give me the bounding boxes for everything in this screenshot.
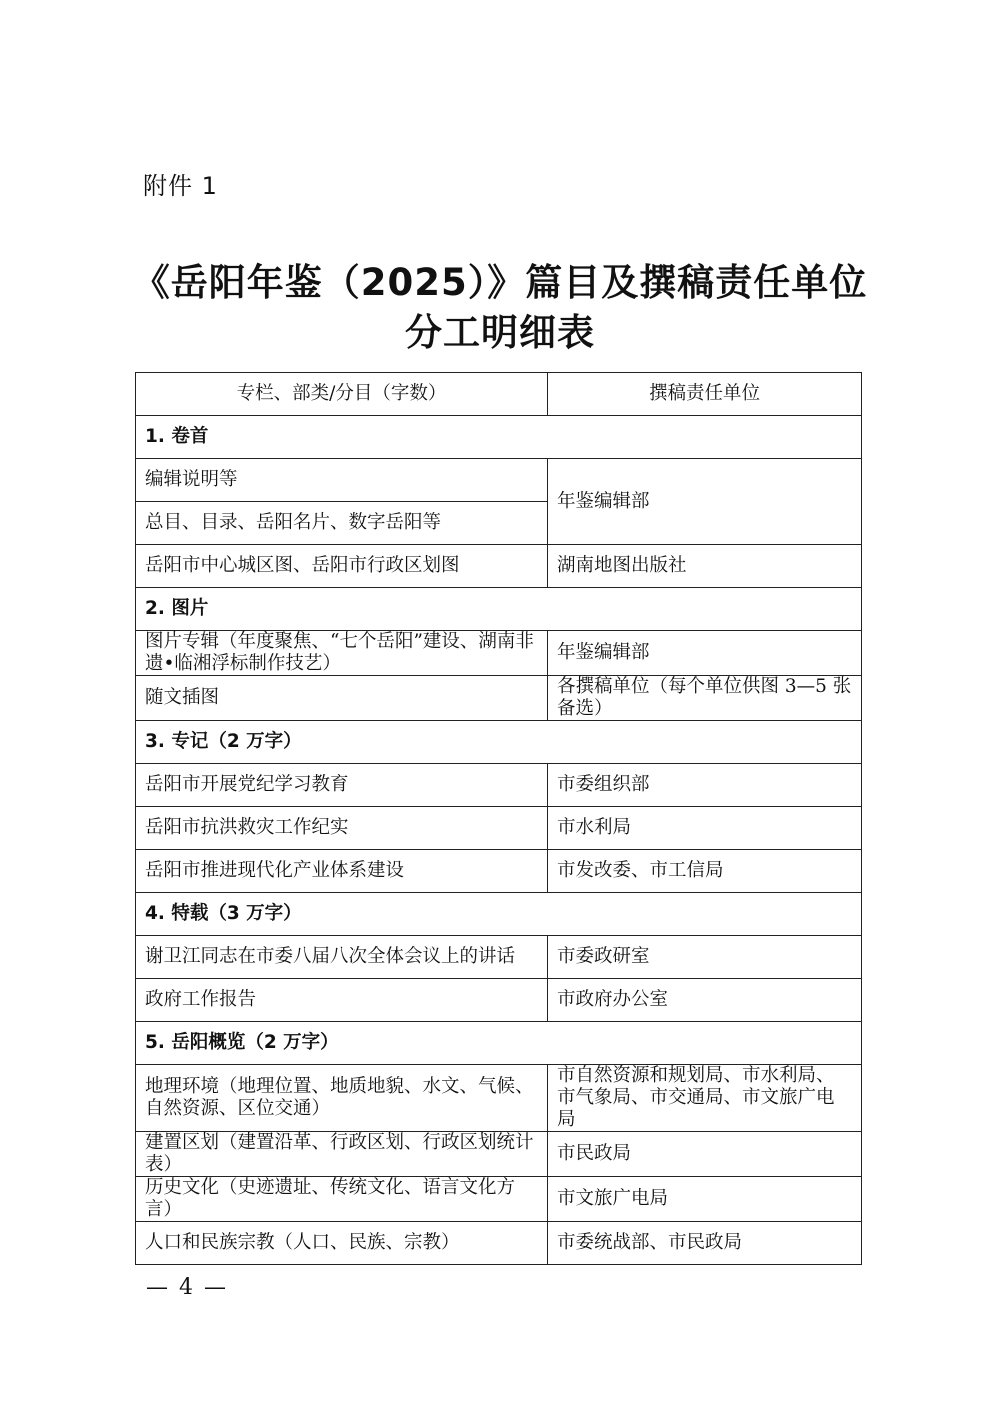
table-row: [136, 1132, 862, 1177]
page-title: 《岳阳年鉴（2025）》篇目及撰稿责任单位: [132, 261, 868, 304]
table-row: [136, 631, 862, 676]
section-heading: 2. 图片: [136, 588, 862, 631]
table-row: [136, 1222, 862, 1265]
item-cell: 谢卫江同志在市委八届八次全体会议上的讲话: [136, 936, 548, 979]
item-cell: 岳阳市中心城区图、岳阳市行政区划图: [136, 545, 548, 588]
section-heading: 5. 岳阳概览（2 万字）: [136, 1022, 862, 1065]
item-cell: 人口和民族宗教（人口、民族、宗教）: [136, 1222, 548, 1265]
item-cell: 岳阳市开展党纪学习教育: [136, 764, 548, 807]
unit-cell: 市委组织部: [548, 764, 862, 807]
page-number: — 4 —: [146, 1275, 228, 1300]
item-cell: 地理环境（地理位置、地质地貌、水文、气候、自然资源、区位交通）: [136, 1065, 548, 1132]
item-cell: 随文插图: [136, 676, 548, 721]
section-row: [136, 416, 862, 459]
section-row: [136, 588, 862, 631]
item-cell: 编辑说明等: [136, 459, 548, 502]
table-row: [136, 979, 862, 1022]
attachment-label: 附件 1: [143, 172, 218, 200]
section-heading: 1. 卷首: [136, 416, 862, 459]
item-cell: 建置区划（建置沿革、行政区划、行政区划统计表）: [136, 1132, 548, 1177]
table-row: [136, 545, 862, 588]
table-row: [136, 459, 862, 502]
item-cell: 历史文化（史迹遗址、传统文化、语言文化方言）: [136, 1177, 548, 1222]
table-row: [136, 1065, 862, 1132]
section-heading: 4. 特载（3 万字）: [136, 893, 862, 936]
unit-cell: 市民政局: [548, 1132, 862, 1177]
table-row: [136, 807, 862, 850]
unit-cell: 市政府办公室: [548, 979, 862, 1022]
section-row: [136, 1022, 862, 1065]
item-cell: 图片专辑（年度聚焦、“七个岳阳”建设、湖南非遗•临湘浮标制作技艺）: [136, 631, 548, 676]
assignment-table: [135, 372, 862, 1265]
item-cell: 岳阳市推进现代化产业体系建设: [136, 850, 548, 893]
unit-cell: 市发改委、市工信局: [548, 850, 862, 893]
item-cell: 总目、目录、岳阳名片、数字岳阳等: [136, 502, 548, 545]
unit-cell: 市委政研室: [548, 936, 862, 979]
column-header-item: 专栏、部类/分目（字数）: [136, 373, 548, 416]
unit-cell: 市委统战部、市民政局: [548, 1222, 862, 1265]
section-row: [136, 721, 862, 764]
table-row: [136, 936, 862, 979]
unit-cell: 市文旅广电局: [548, 1177, 862, 1222]
table-row: [136, 1177, 862, 1222]
unit-cell: 各撰稿单位（每个单位供图 3—5 张备选）: [548, 676, 862, 721]
unit-cell: 湖南地图出版社: [548, 545, 862, 588]
page-subtitle: 分工明细表: [405, 311, 595, 354]
unit-cell: 市自然资源和规划局、市水利局、市气象局、市交通局、市文旅广电局: [548, 1065, 862, 1132]
section-heading: 3. 专记（2 万字）: [136, 721, 862, 764]
unit-cell: 市水利局: [548, 807, 862, 850]
table-row: [136, 676, 862, 721]
table-row: [136, 764, 862, 807]
unit-cell: 年鉴编辑部: [548, 631, 862, 676]
table-header-row: [136, 373, 862, 416]
table-row: [136, 850, 862, 893]
unit-cell: 年鉴编辑部: [548, 459, 862, 545]
section-row: [136, 893, 862, 936]
item-cell: 政府工作报告: [136, 979, 548, 1022]
column-header-unit: 撰稿责任单位: [548, 373, 862, 416]
item-cell: 岳阳市抗洪救灾工作纪实: [136, 807, 548, 850]
